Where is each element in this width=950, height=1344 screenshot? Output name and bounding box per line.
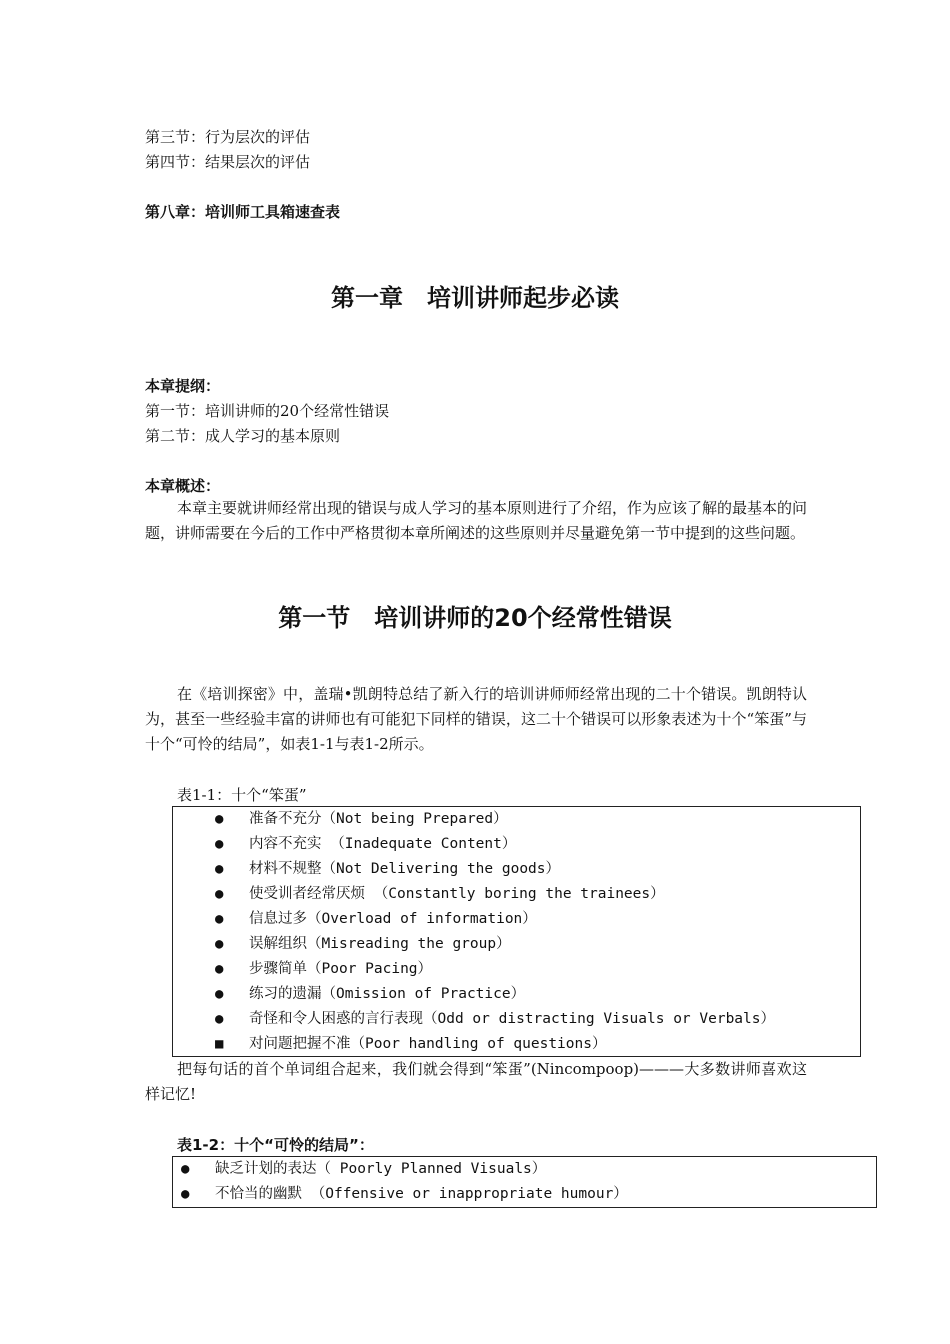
chapter-title: 第一章 培训讲师起步必读 bbox=[331, 284, 619, 312]
list-item bbox=[215, 982, 525, 1007]
list-item-text: 材料不规整（Not Delivering the goods） bbox=[249, 861, 561, 877]
list-item-text: 步骤简单（Poor Pacing） bbox=[249, 961, 433, 977]
bullet-icon: ● bbox=[181, 1186, 190, 1202]
list-item bbox=[215, 957, 432, 982]
list-item-text: 缺乏计划的表达（ Poorly Planned Visuals） bbox=[215, 1161, 547, 1177]
bullet-icon: ● bbox=[215, 936, 224, 952]
bullet-icon: ● bbox=[215, 1011, 224, 1027]
section-intro-paragraph: 在《培训探密》中，盖瑞•凯朗特总结了新入行的培训讲师师经常出现的二十个错误。凯朗特认为，甚至一些经验丰富的讲师也有可能犯下同样的错误，这二十个错误可以形象表述为十个“笨蛋”与十个“可怜的结局”，如表1-1与表1-2所示。 bbox=[145, 685, 807, 753]
list-item-text: 对问题把握不准（Poor handling of questions） bbox=[249, 1036, 607, 1052]
list-item-text: 练习的遗漏（Omission of Practice） bbox=[249, 986, 526, 1002]
bullet-icon: ● bbox=[215, 836, 224, 852]
list-item bbox=[215, 907, 537, 932]
table2-box bbox=[172, 1156, 877, 1208]
bullet-icon: ● bbox=[215, 886, 224, 902]
section-title: 第一节 培训讲师的20个经常性错误 bbox=[278, 604, 672, 632]
bullet-icon: ● bbox=[215, 811, 224, 827]
square-bullet-icon: ■ bbox=[215, 1036, 224, 1052]
bullet-icon: ● bbox=[215, 861, 224, 877]
table1-caption: 表1-1：十个“笨蛋” bbox=[177, 786, 307, 804]
list-item bbox=[215, 882, 665, 907]
toc-line-section3: 第三节：行为层次的评估 bbox=[145, 128, 311, 146]
summary-paragraph: 本章主要就讲师经常出现的错误与成人学习的基本原则进行了介绍，作为应该了解的最基本的问题，讲师需要在今后的工作中严格贯彻本章所阐述的这些原则并尽量避免第一节中提到的这些问题。 bbox=[145, 499, 808, 542]
list-item-text: 奇怪和令人困惑的言行表现（Odd or distracting Visuals or Verbals） bbox=[249, 1011, 775, 1027]
toc-line-section4: 第四节：结果层次的评估 bbox=[145, 153, 311, 171]
bullet-icon: ● bbox=[181, 1161, 190, 1177]
list-item bbox=[215, 1007, 775, 1032]
outline-item: 第一节：培训讲师的20个经常性错误 bbox=[145, 402, 390, 420]
summary-label: 本章概述： bbox=[145, 477, 221, 495]
list-item bbox=[215, 857, 560, 882]
list-item bbox=[181, 1182, 628, 1207]
bullet-icon: ● bbox=[215, 986, 224, 1002]
list-item-text: 内容不充实 （Inadequate Content） bbox=[249, 836, 517, 852]
list-item bbox=[215, 932, 511, 957]
list-item-text: 信息过多（Overload of information） bbox=[249, 911, 537, 927]
table1-box bbox=[172, 806, 861, 1057]
outline-item: 第二节：成人学习的基本原则 bbox=[145, 427, 341, 445]
list-item-text: 不恰当的幽默 （Offensive or inappropriate humour） bbox=[215, 1186, 628, 1202]
list-item bbox=[215, 807, 508, 832]
toc-chapter8: 第八章：培训师工具箱速查表 bbox=[145, 203, 341, 221]
list-item bbox=[181, 1157, 546, 1182]
list-item-text: 准备不充分（Not being Prepared） bbox=[249, 811, 508, 827]
table1-note: 把每句话的首个单词组合起来，我们就会得到“笨蛋”(Nincompoop)———大多数讲师喜欢这样记忆! bbox=[145, 1060, 807, 1103]
list-item bbox=[215, 832, 516, 857]
list-item bbox=[215, 1032, 606, 1057]
list-item-text: 误解组织（Misreading the group） bbox=[249, 936, 511, 952]
table2-caption: 表1-2：十个“可怜的结局”： bbox=[177, 1136, 374, 1154]
list-item-text: 使受训者经常厌烦 （Constantly boring the trainees） bbox=[249, 886, 665, 902]
outline-label: 本章提纲： bbox=[145, 377, 221, 395]
bullet-icon: ● bbox=[215, 961, 224, 977]
bullet-icon: ● bbox=[215, 911, 224, 927]
